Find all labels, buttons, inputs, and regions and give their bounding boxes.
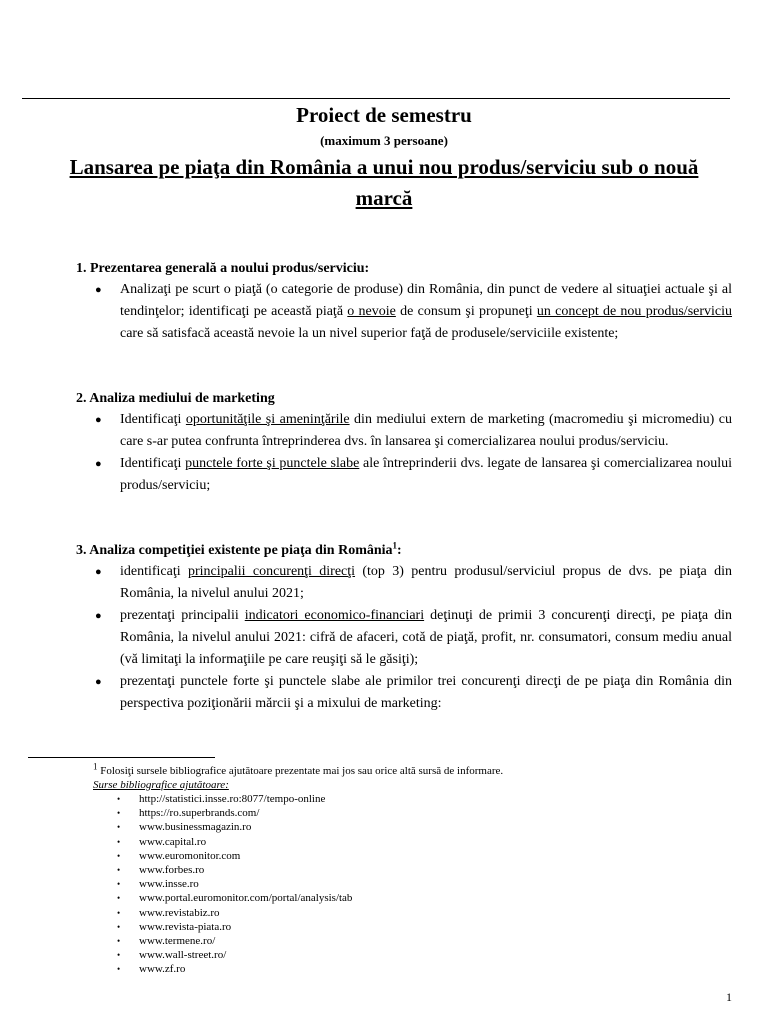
bibliography-label: Surse bibliografice ajutătoare: (93, 779, 229, 791)
bullet-item (76, 453, 732, 497)
bullet-dot-icon: • (117, 865, 121, 876)
source-url: www.capital.ro (139, 835, 207, 848)
section-heading-text: 3. Analiza competiţiei existente pe piaţa din România (76, 543, 393, 558)
underlined-term: principalii concurenţi direcţi (187, 564, 356, 579)
bullet-dot-icon: • (117, 964, 121, 975)
section-heading: 1. Prezentarea generală a noului produs/serviciu: (76, 261, 370, 276)
bibliography-source (117, 820, 352, 834)
item-text: Identificaţi (120, 456, 186, 471)
source-url: www.wall-street.ro/ (139, 949, 227, 962)
bibliography-source (117, 948, 352, 962)
page-subtitle: (maximum 3 persoane) (320, 133, 448, 148)
item-text: (top 3) pentru produsul/serviciul propus de dvs. pe piaţa din România, la nivelul anului 2021; (120, 564, 732, 601)
section-competition-analysis (76, 541, 732, 715)
bibliography-source (117, 863, 352, 877)
section-heading-suffix: : (397, 543, 402, 558)
item-text: prezentaţi punctele forte şi punctele slabe ale primilor trei concurenţi direcţi de pe piaţa din România din perspectiva poziţionării mărcii şi a mixului de marketing: (120, 674, 732, 711)
bullet-item (76, 605, 732, 671)
item-text: care să satisfacă această nevoie la un nivel superior faţă de produsele/serviciile existente; (120, 326, 619, 341)
source-url: www.portal.euromonitor.com/portal/analysis/tab (139, 892, 353, 905)
underlined-term: punctele forte şi punctele slabe (185, 456, 360, 471)
source-url: www.termene.ro/ (139, 935, 216, 948)
bullet-dot-icon: • (117, 808, 121, 819)
item-text: identificaţi (120, 564, 188, 579)
footnote-reference: 1 (392, 540, 398, 551)
bibliography-source (117, 891, 352, 905)
source-url: www.zf.ro (139, 963, 186, 976)
bibliography-source (117, 877, 352, 891)
bullet-dot-icon: • (117, 794, 121, 804)
bullet-dot-icon: ● (95, 676, 102, 688)
bullet-dot-icon: • (117, 907, 121, 918)
section-heading: 2. Analiza mediului de marketing (76, 391, 275, 406)
underlined-term: un concept de nou produs/serviciu (536, 304, 733, 319)
bullet-dot-icon: ● (95, 610, 102, 622)
bullet-dot-icon: ● (95, 566, 102, 578)
bibliography-source (117, 835, 352, 849)
item-text: de consum şi propuneţi (395, 304, 537, 319)
source-url: http://statistici.insse.ro:8077/tempo-online (139, 793, 326, 805)
item-text: prezentaţi principalii (120, 608, 245, 623)
page-title: Proiect de semestru (296, 103, 472, 127)
project-main-title: Lansarea pe piaţa din România a unui nou produs/serviciu sub o nouă marcă (69, 155, 699, 210)
footnote-marker: 1 (93, 761, 98, 772)
bullet-item (76, 561, 732, 605)
section-marketing-environment (76, 389, 732, 497)
bullet-dot-icon: • (117, 921, 121, 932)
source-url: www.euromonitor.com (139, 849, 241, 862)
source-url: https://ro.superbrands.com/ (139, 807, 260, 820)
bibliography-source (117, 792, 352, 806)
section-list (76, 279, 732, 345)
bullet-dot-icon: ● (95, 458, 102, 470)
source-url: www.forbes.ro (139, 864, 205, 877)
bullet-item (76, 671, 732, 715)
bibliography-source (117, 920, 352, 934)
source-url: www.businessmagazin.ro (139, 821, 252, 834)
bullet-dot-icon: • (117, 893, 121, 904)
bullet-dot-icon: • (117, 950, 121, 961)
item-text: din mediului extern de marketing (macromediu şi micromediu) cu care s-ar putea confrunta întreprinderea dvs. în lansarea şi comercializarea noului produs/serviciu. (120, 412, 732, 449)
source-url: www.insse.ro (139, 878, 199, 891)
section-list (76, 561, 732, 715)
bullet-item (76, 279, 732, 345)
bibliography-source (117, 906, 352, 920)
item-text: ale întreprinderii dvs. legate de lansarea şi comercializarea noului produs/serviciu; (120, 456, 732, 493)
item-text: deţinuţi de primii 3 concurenţi direcţi, pe piaţa din România, la nivelul anului 2021: cifră de afaceri, cotă de piaţă, profit, nr. consumatori, consum mediu anual (vă limitaţi la informaţiile pe care reuşiţi să le găsiţi); (120, 608, 732, 667)
bibliography-source (117, 962, 352, 976)
page-number: 1 (726, 990, 732, 1004)
bullet-dot-icon: • (117, 822, 121, 833)
bullet-dot-icon: • (117, 879, 121, 890)
section-heading (76, 541, 732, 561)
bibliography-source (117, 849, 352, 863)
header-rule (22, 98, 730, 99)
item-text: Identificaţi (120, 412, 186, 427)
underlined-term: indicatori economico-financiari (244, 608, 425, 623)
bibliography-list (117, 792, 352, 977)
footnote-separator (28, 757, 215, 758)
bullet-dot-icon: ● (95, 284, 102, 296)
bullet-dot-icon: • (117, 936, 121, 947)
bullet-dot-icon: ● (95, 414, 102, 426)
item-text: Analizaţi pe scurt o piaţă (o categorie de produse) din România, din punct de vedere al situaţiei actuale şi al tendinţelor; identificaţi pe această piaţă (120, 282, 732, 319)
bibliography-source (117, 934, 352, 948)
bullet-dot-icon: • (117, 850, 121, 861)
source-url: www.revista-piata.ro (139, 920, 232, 933)
footnote-text (93, 761, 504, 778)
section-product-presentation (76, 259, 732, 345)
section-list (76, 409, 732, 497)
bibliography-source (117, 806, 352, 820)
bullet-item (76, 409, 732, 453)
source-url: www.revistabiz.ro (139, 906, 220, 919)
bullet-dot-icon: • (117, 836, 121, 847)
underlined-term: oportunităţile şi ameninţările (185, 412, 350, 427)
footnote-body: Folosiţi sursele bibliografice ajutătoare prezentate mai jos sau orice altă sursă de informare. (97, 765, 504, 777)
underlined-term: o nevoie (347, 304, 396, 319)
